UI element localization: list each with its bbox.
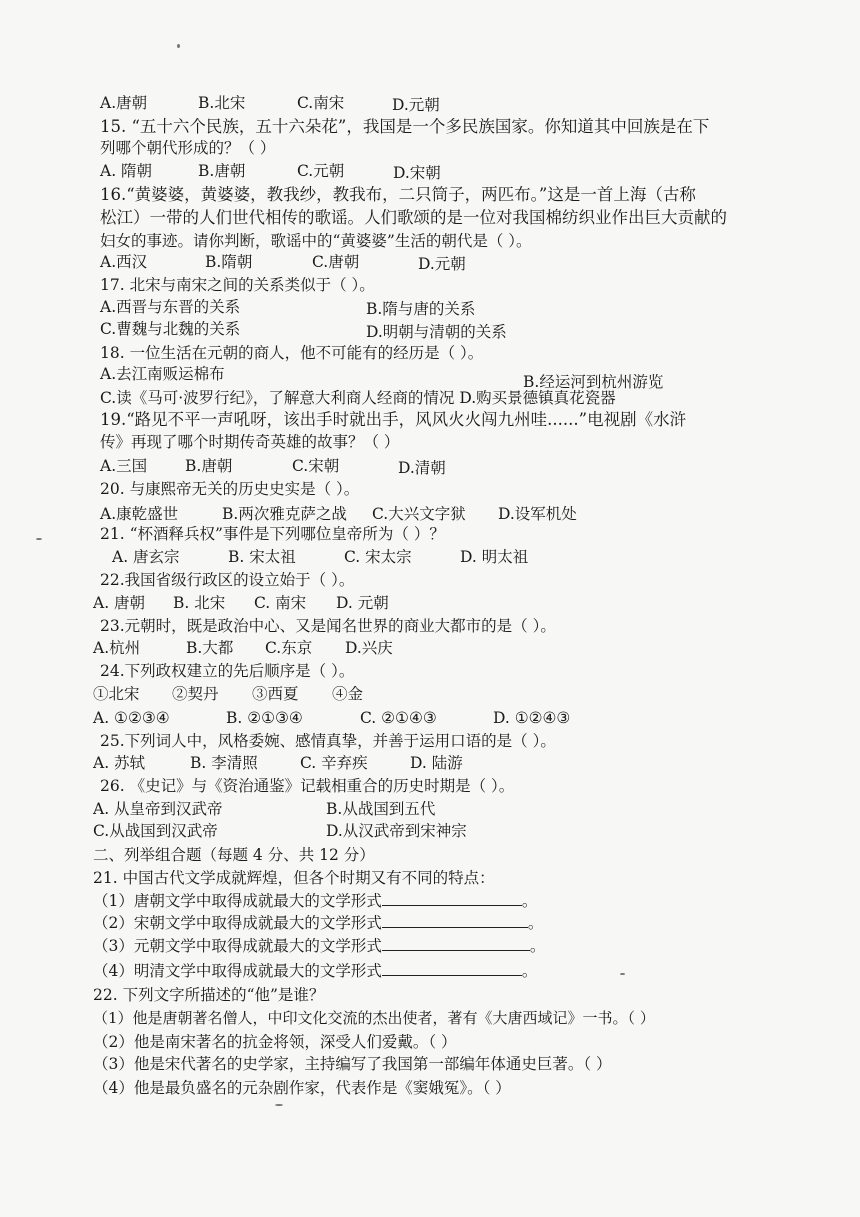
q24-option-c: C. ②①④③ <box>360 709 437 727</box>
q19-option-c: C.宋朝 <box>292 457 340 475</box>
section-2-heading: 二、列举组合题（每题 4 分、共 12 分） <box>93 846 375 864</box>
q17-option-d: D.明朝与清朝的关系 <box>366 323 507 341</box>
q22-who-item-4: （4）他是最负盛名的元杂剧作家，代表作是《窦娥冤》。（ ） <box>93 1079 511 1097</box>
q19-stem-line2: 传》再现了哪个时期传奇英雄的故事？（ ） <box>100 433 400 451</box>
q26-option-d: D.从汉武帝到宋神宗 <box>326 822 467 840</box>
q21-literature-item-4 <box>93 961 537 981</box>
q18-option-b: B.经运河到杭州游览 <box>523 373 664 391</box>
q24-option-d: D. ①②④③ <box>493 709 571 727</box>
q22-who-item-1: （1）他是唐朝著名僧人，中印文化交流的杰出使者，著有《大唐西域记》一书。（ ） <box>93 1009 655 1027</box>
q19-stem-line1: 19.“路见不平一声吼呀，该出手时就出手，风风火火闯九州哇......”电视剧《水浒 <box>100 410 687 429</box>
q21-item-2-text: （2）宋朝文学中取得成就最大的文学形式 <box>93 914 382 932</box>
q15-option-b: B.唐朝 <box>198 162 246 180</box>
q18-stem: 18. 一位生活在元朝的商人，他不可能有的经历是（ ）。 <box>100 344 484 362</box>
q17-option-c: C.曹魏与北魏的关系 <box>100 320 241 338</box>
q21-emperor-option-b: B. 宋太祖 <box>228 548 296 566</box>
q24-item-4: ④金 <box>332 685 364 703</box>
q21-item-1-text: （1）唐朝文学中取得成就最大的文学形式 <box>93 892 382 910</box>
q20-option-a: A.康乾盛世 <box>100 505 179 523</box>
q21-item-1-end: 。 <box>521 892 538 910</box>
q21-literature-item-1 <box>93 891 537 911</box>
q20-option-c: C.大兴文字狱 <box>372 505 466 523</box>
q18-option-cd: C.读《马可·波罗行纪》，了解意大利商人经商的情况 D.购买景德镇真花瓷器 <box>100 389 616 407</box>
q23-option-b: B.大都 <box>186 639 234 657</box>
q21-item-2-end: 。 <box>527 914 544 932</box>
q14-option-d: D.元朝 <box>392 96 440 114</box>
q21-item-3-end: 。 <box>529 937 546 955</box>
q23-option-a: A.杭州 <box>93 639 141 657</box>
q15-option-c: C.元朝 <box>297 162 345 180</box>
q16-option-c: C.唐朝 <box>312 253 360 271</box>
q16-stem-line2: 松江）一带的人们世代相传的歌谣。人们歌颂的是一位对我国棉纺织业作出巨大贡献的 <box>100 208 727 227</box>
scan-speck <box>275 1104 283 1106</box>
q21-literature-item-2 <box>93 913 543 933</box>
q22-province-option-b: B. 北宋 <box>173 594 226 612</box>
q16-option-a: A.西汉 <box>100 253 148 271</box>
q21-item-3-text: （3）元朝文学中取得成就最大的文学形式 <box>93 937 382 955</box>
q15-stem-line2: 列哪个朝代形成的？（ ） <box>100 139 276 157</box>
q25-option-b: B. 李清照 <box>190 754 258 772</box>
q18-option-a: A.去江南贩运棉布 <box>100 365 225 383</box>
q24-item-3: ③西夏 <box>252 685 299 703</box>
q23-option-d: D.兴庆 <box>345 639 393 657</box>
q14-option-b: B.北宋 <box>198 94 246 112</box>
q14-option-c: C.南宋 <box>297 94 345 112</box>
q23-option-c: C.东京 <box>265 639 313 657</box>
scan-speck <box>177 44 180 48</box>
q15-option-a: A. 隋朝 <box>100 162 153 180</box>
scan-speck <box>36 538 42 540</box>
q26-option-c: C.从战国到汉武帝 <box>93 822 218 840</box>
q24-option-b: B. ②①③④ <box>226 709 303 727</box>
q16-option-b: B.隋朝 <box>205 253 253 271</box>
answer-blank[interactable] <box>382 913 528 928</box>
q24-stem: 24.下列政权建立的先后顺序是（ ）。 <box>100 662 355 680</box>
q17-option-a: A.西晋与东晋的关系 <box>100 298 241 316</box>
q23-stem: 23.元朝时，既是政治中心、又是闻名世界的商业大都市的是（ ）。 <box>100 617 556 635</box>
q21-emperor-stem: 21. “杯酒释兵权”事件是下列哪位皇帝所为（ ）？ <box>100 525 445 543</box>
q25-stem: 25.下列词人中，风格委婉、感情真挚，并善于运用口语的是（ ）。 <box>100 732 556 750</box>
q21-item-4-end: 。 <box>521 962 538 980</box>
answer-blank[interactable] <box>382 961 522 976</box>
q24-item-2: ②契丹 <box>172 685 219 703</box>
q20-option-d: D.设军机处 <box>498 505 577 523</box>
q22-province-option-a: A. 唐朝 <box>93 594 146 612</box>
q26-stem: 26. 《史记》与《资治通鉴》记载相重合的历史时期是（ ）。 <box>100 777 515 795</box>
q26-option-a: A. 从皇帝到汉武帝 <box>93 800 223 818</box>
q22-province-stem: 22.我国省级行政区的设立始于（ ）。 <box>100 571 355 589</box>
q21-emperor-option-d: D. 明太祖 <box>460 548 529 566</box>
q14-option-a: A.唐朝 <box>100 94 148 112</box>
q16-stem-line3: 妇女的事迹。请你判断，歌谣中的“黄婆婆”生活的朝代是（ ）。 <box>100 232 532 250</box>
q16-stem-line1: 16.“黄婆婆，黄婆婆，教我纱，教我布，二只筒子，两匹布。”这是一首上海（古称 <box>100 185 696 204</box>
q25-option-c: C. 辛弃疾 <box>300 754 368 772</box>
q22-who-stem: 22. 下列文字所描述的“他”是谁？ <box>93 986 325 1004</box>
q25-option-d: D. 陆游 <box>410 754 463 772</box>
q20-option-b: B.两次雅克萨之战 <box>222 505 347 523</box>
q15-stem-line1: 15. “五十六个民族，五十六朵花”，我国是一个多民族国家。你知道其中回族是在下 <box>100 117 710 136</box>
q22-province-option-c: C. 南宋 <box>254 594 307 612</box>
answer-blank[interactable] <box>382 936 530 951</box>
q21-literature-stem: 21. 中国古代文学成就辉煌，但各个时期又有不同的特点： <box>93 869 495 887</box>
q19-option-a: A.三国 <box>100 457 148 475</box>
q16-option-d: D.元朝 <box>418 255 466 273</box>
q20-stem: 20. 与康熙帝无关的历史史实是（ ）。 <box>100 480 360 498</box>
q21-emperor-option-c: C. 宋太宗 <box>344 548 412 566</box>
q19-option-d: D.清朝 <box>398 459 446 477</box>
q17-option-b: B.隋与唐的关系 <box>366 300 476 318</box>
q22-who-item-3: （3）他是宋代著名的史学家，主持编写了我国第一部编年体通史巨著。（ ） <box>93 1055 612 1073</box>
q24-item-1: ①北宋 <box>93 685 140 703</box>
q15-option-d: D.宋朝 <box>393 164 441 182</box>
answer-blank[interactable] <box>382 891 522 906</box>
q26-option-b: B.从战国到五代 <box>326 800 436 818</box>
q24-option-a: A. ①②③④ <box>93 709 170 727</box>
q21-literature-item-3 <box>93 936 545 956</box>
q25-option-a: A. 苏轼 <box>93 754 146 772</box>
q17-stem: 17. 北宋与南宋之间的关系类似于（ ）。 <box>100 276 375 294</box>
q19-option-b: B.唐朝 <box>185 457 233 475</box>
q21-item-4-text: （4）明清文学中取得成就最大的文学形式 <box>93 962 382 980</box>
q22-province-option-d: D. 元朝 <box>336 594 389 612</box>
q22-who-item-2: （2）他是南宋著名的抗金将领，深受人们爱戴。（ ） <box>93 1033 457 1051</box>
q21-emperor-option-a: A. 唐玄宗 <box>112 548 180 566</box>
scan-speck <box>620 973 625 975</box>
